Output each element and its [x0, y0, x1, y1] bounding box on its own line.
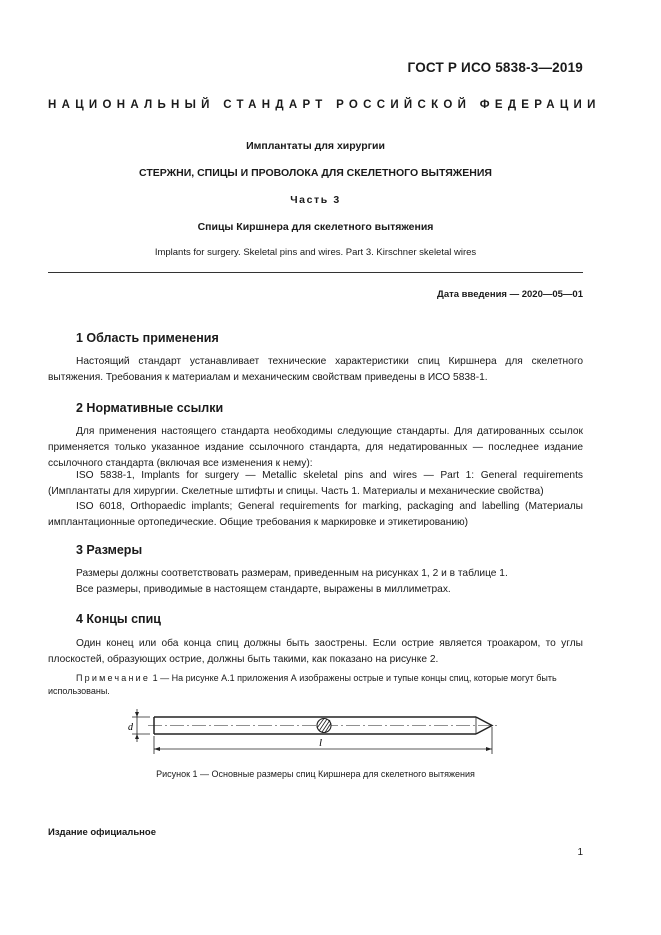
section-1-heading: 1 Область применения [76, 331, 219, 345]
gost-number: ГОСТ Р ИСО 5838-3—2019 [407, 60, 583, 75]
title-english: Implants for surgery. Skeletal pins and wires. Part 3. Kirschner skeletal wires [154, 247, 477, 258]
l-arrow-left [154, 747, 160, 751]
d-label: d [128, 722, 133, 733]
l-label: l [319, 737, 323, 749]
national-standard-banner: НАЦИОНАЛЬНЫЙ СТАНДАРТ РОССИЙСКОЙ ФЕДЕРАЦИИ [48, 99, 601, 111]
section-2-heading: 2 Нормативные ссылки [76, 401, 224, 415]
section-3-heading: 3 Размеры [76, 543, 143, 557]
l-arrow-right [486, 747, 492, 751]
title-main: СТЕРЖНИ, СПИЦЫ И ПРОВОЛОКА ДЛЯ СКЕЛЕТНОГО ВЫТЯЖЕНИЯ [139, 167, 492, 179]
divider [48, 272, 583, 273]
d-arrow-bottom [135, 734, 139, 739]
date-of-introduction: Дата введения — 2020—05—01 [437, 289, 583, 300]
page-number: 1 [577, 847, 583, 858]
d-arrow-top [135, 712, 139, 717]
section-4-note [48, 672, 583, 698]
title-part: Часть 3 [290, 194, 341, 206]
title-subtitle: Спицы Киршнера для скелетного вытяжения [197, 221, 434, 233]
section-2-reference-iso5838: ISO 5838-1, Implants for surgery — Metallic skeletal pins and wires — Part 1: General requirements (Имплантаты для хирургии. Скелетные штифты и спицы. Часть 1. Материалы и механические свойства) [48, 470, 583, 497]
note-label: Примечание [76, 673, 151, 683]
note-text: 1 — На рисунке А.1 приложения А изображены острые и тупые концы спиц, которые могут быть использованы. [48, 673, 557, 696]
section-4-paragraph: Один конец или оба конца спиц должны быть заострены. Если острие является троакаром, то углы плоскостей, образующих острие, должны быть такими, как показано на рисунке 2. [48, 638, 583, 665]
title-line1: Имплантаты для хирургии [246, 140, 385, 152]
section-1-paragraph: Настоящий стандарт устанавливает технические характеристики спиц Киршнера для скелетного вытяжения. Требования к материалам и механическим свойствам приведены в ИСО 5838-1. [48, 356, 583, 383]
figure-1-wire-drawing [120, 705, 510, 761]
figure-1-caption: Рисунок 1 — Основные размеры спиц Киршнера для скелетного вытяжения [156, 769, 475, 779]
section-2-paragraph-1: Для применения настоящего стандарта необходимы следующие стандарты. Для датированных ссылок применяется только указанное издание ссылочного стандарта, для недатированных — последнее издание ссылочного стандарта (включая все изменения к нему): [48, 426, 583, 469]
section-2-reference-iso6018: ISO 6018, Orthopaedic implants; General requirements for marking, packaging and labelling (Материалы имплантационные ортопедические. Общие требования к маркировке и этикетированию) [48, 501, 583, 528]
section-4-heading: 4 Концы спиц [76, 612, 161, 626]
section-3-paragraph-2: Все размеры, приводимые в настоящем стандарте, выражены в миллиметрах. [76, 584, 451, 595]
section-3-paragraph-1: Размеры должны соответствовать размерам, приведенным на рисунках 1, 2 и в таблице 1. [76, 568, 508, 579]
official-edition-label: Издание официальное [48, 827, 156, 838]
